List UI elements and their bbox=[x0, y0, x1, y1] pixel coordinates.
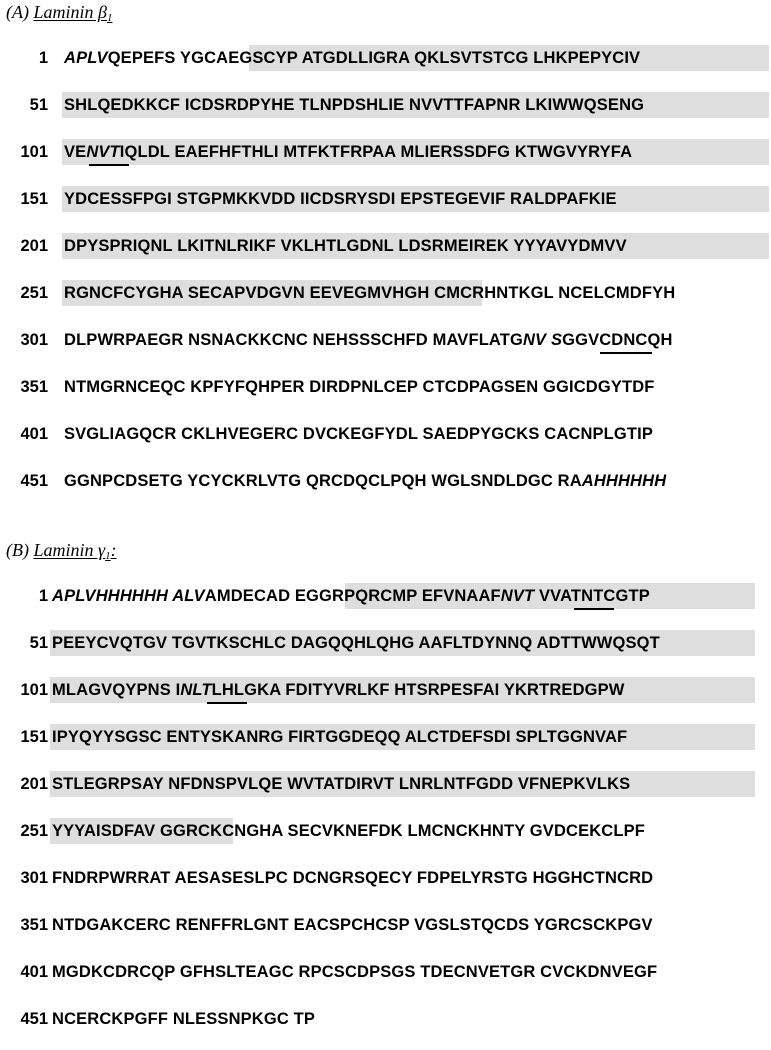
sequence-text: VENVTIQLDL EAEFHFTHLI MTFKTFRPAA MLIERSSDFG KTWGVYRYFA bbox=[64, 143, 633, 161]
motif-underline bbox=[574, 608, 614, 610]
sequence-text: DLPWRPAEGR NSNACKKCNC NEHSSSCHFD MAVFLATGNV SGGVCDNCQH bbox=[64, 331, 673, 349]
motif-underline bbox=[207, 702, 247, 704]
sequence-row-a-10: 451 GGNPCDSETG YCYCKRLVTG QRCDQCLPQH WGLSNDLDGC RAAHHHHHH bbox=[20, 472, 667, 490]
sequence-row-a-7: 301 DLPWRPAEGR NSNACKKCNC NEHSSSCHFD MAVFLATGNV SGGVCDNCQH bbox=[0, 324, 771, 356]
his-tag: AHHHHHH bbox=[581, 472, 667, 490]
sequence-row-b-4: 151 IPYQYYSGSC ENTYSKANRG FIRTGGDEQQ ALCTDEFSDI SPLTGGNVAF bbox=[0, 721, 771, 753]
sequence-row-b-5: 201 STLEGRPSAY NFDNSPVLQE WVTATDIRVT LNRLNTFGDD VFNEPKVLKS bbox=[0, 768, 771, 800]
sequence-row-a-6: 251 RGNCFCYGHA SECAPVDGVN EEVEGMVHGH CMCRHNTKGL NCELCMDFYH bbox=[0, 277, 771, 309]
sequence-row-b-7: 301 FNDRPWRRAT AESASESLPC DCNGRSQECY FDPELYRSTG HGGHCTNCRD bbox=[20, 869, 654, 887]
glycosylation-motif: NVT bbox=[500, 587, 535, 605]
glycosylation-motif: NLT bbox=[180, 681, 212, 699]
glycosylation-motif: NVT bbox=[86, 143, 120, 161]
sequence-text: GGNPCDSETG YCYCKRLVTG QRCDQCLPQH WGLSNDLDGC RAAHHHHHH bbox=[64, 472, 667, 490]
sequence-row-a-3: 101 VENVTIQLDL EAEFHFTHLI MTFKTFRPAA MLIERSSDFG KTWGVYRYFA bbox=[0, 136, 771, 168]
sequence-row-a-8: 351 NTMGRNCEQC KPFYFQHPER DIRDPNLCEP CTCDPAGSEN GGICDGYTDF bbox=[20, 378, 655, 396]
sequence-text: MLAGVQYPNS INLTLHLGKA FDITYVRLKF HTSRPESFAI YKRTREDGPW bbox=[52, 681, 625, 699]
sequence-row-a-1: 1 APLVQEPEFS YGCAEGSCYP ATGDLLIGRA QKLSVTSTCG LHKPEPYCIV bbox=[0, 42, 771, 74]
section-a-title: (A) Laminin $\beta_1$ bbox=[6, 2, 113, 24]
sequence-row-b-6: 251 YYYAISDFAV GGRCKCNGHA SECVKNEFDK LMCNCKHNTY GVDCEKCLPF bbox=[0, 815, 771, 847]
sequence-row-b-2: 51 PEEYCVQTGV TGVTKSCHLC DAGQQHLQHG AAFLTDYNNQ ADTTWWQSQT bbox=[0, 627, 771, 659]
sequence-row-b-3: 101 MLAGVQYPNS INLTLHLGKA FDITYVRLKF HTSRPESFAI YKRTREDGPW bbox=[0, 674, 771, 706]
sequence-row-b-10: 451 NCERCKPGFF NLESSNPKGC TP bbox=[20, 1010, 316, 1028]
sequence-row-a-4: 151 YDCESSFPGI STGPMKKVDD IICDSRYSDI EPSTEGEVIF RALDPAFKIE bbox=[0, 183, 771, 215]
sequence-text: APLVHHHHHH ALVAMDECAD EGGRPQRCMP EFVNAAFNVT VVATNTCGTP bbox=[52, 587, 650, 605]
motif-underline bbox=[89, 164, 129, 166]
sequence-row-b-9: 401 MGDKCDRCQP GFHSLTEAGC RPCSCDPSGS TDECNVETGR CVCKDNVEGF bbox=[20, 963, 658, 981]
sequence-row-a-2: 51 SHLQEDKKCF ICDSRDPYHE TLNPDSHLIE NVVTTFAPNR LKIWWQSENG bbox=[0, 89, 771, 121]
sequence-row-b-1: 1 APLVHHHHHH ALVAMDECAD EGGRPQRCMP EFVNAAFNVT VVATNTCGTP bbox=[0, 580, 771, 612]
glycosylation-motif: NV S bbox=[522, 331, 563, 349]
sequence-row-b-8: 351 NTDGAKCERC RENFFRLGNT EACSPCHCSP VGSLSTQCDS YGRCSCKPGV bbox=[20, 916, 653, 934]
sequence-row-a-5: 201 DPYSPRIQNL LKITNLRIKF VKLHTLGDNL LDSRMEIREK YYYAVYDMVV bbox=[0, 230, 771, 262]
sequence-text: APLVQEPEFS YGCAEGSCYP ATGDLLIGRA QKLSVTSTCG LHKPEPYCIV bbox=[64, 49, 641, 67]
motif-underline bbox=[600, 352, 652, 354]
section-b-title: (B) Laminin $\gamma_1$: bbox=[6, 540, 117, 562]
sequence-row-a-9: 401 SVGLIAGQCR CKLHVEGERC DVCKEGFYDL SAEDPYGCKS CACNPLGTIP bbox=[20, 425, 654, 443]
